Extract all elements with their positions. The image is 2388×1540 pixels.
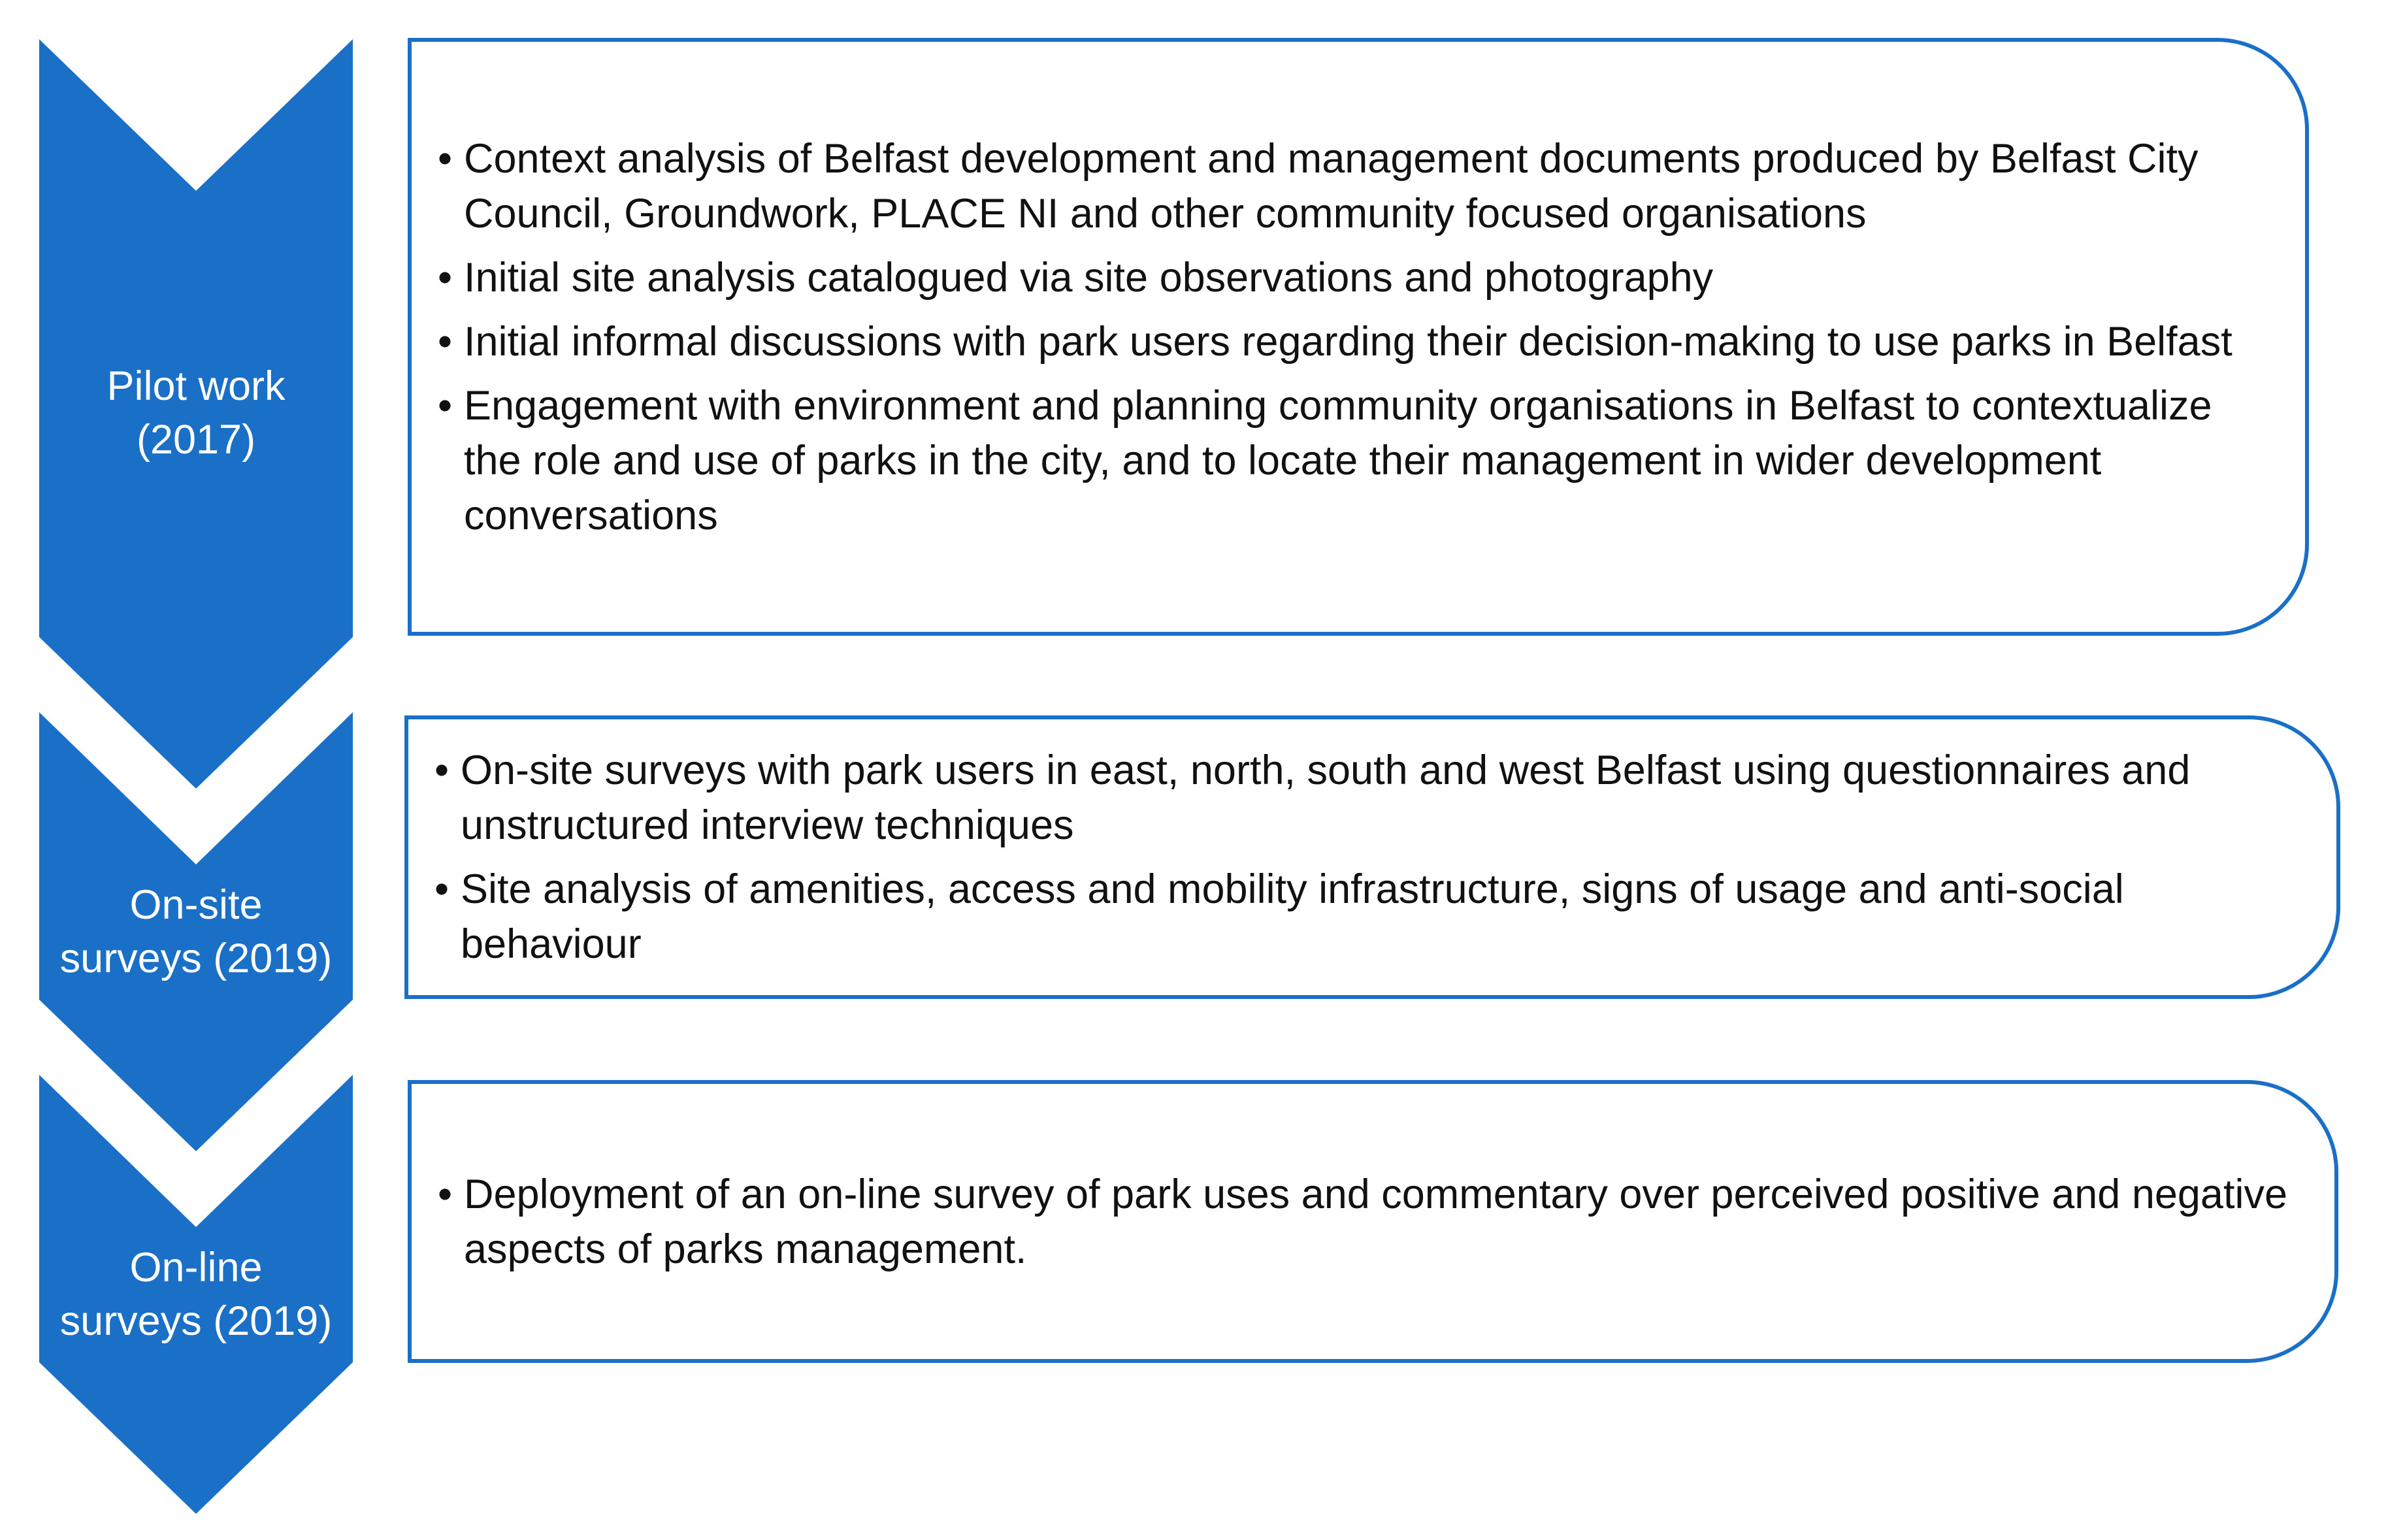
list-item: • Deployment of an on-line survey of park uses and commentary over perceived positive and negative aspects of parks management.	[438, 1167, 2295, 1277]
stage-label-on-line-surveys: On-line surveys (2019)	[59, 1245, 333, 1344]
on-line-surveys-list	[438, 1167, 2295, 1277]
list-item: • Initial site analysis catalogued via site observations and photography	[438, 250, 2266, 305]
list-item: • Context analysis of Belfast development and management documents produced by Belfast City Council, Groundwork, PLACE NI and other community focused organisations	[438, 131, 2266, 241]
on-site-surveys-box	[404, 715, 2340, 999]
on-site-surveys-list	[434, 743, 2297, 972]
list-item: • On-site surveys with park users in east, north, south and west Belfast using questionnaires and unstructured interview techniques	[434, 743, 2297, 853]
stage-label-on-site-surveys: On-site surveys (2019)	[59, 882, 333, 981]
list-item: • Site analysis of amenities, access and mobility infrastructure, signs of usage and anti-social behaviour	[434, 862, 2297, 972]
on-line-surveys-box	[408, 1080, 2338, 1363]
list-item: • Engagement with environment and planning community organisations in Belfast to contextualize the role and use of parks in the city, and to locate their management in wider development conversations	[438, 378, 2266, 543]
pilot-work-box	[408, 38, 2309, 636]
stage-label-pilot-work: Pilot work (2017)	[106, 363, 286, 463]
list-item: • Initial informal discussions with park users regarding their decision-making to use parks in Belfast	[438, 314, 2266, 369]
pilot-work-list	[438, 131, 2266, 543]
